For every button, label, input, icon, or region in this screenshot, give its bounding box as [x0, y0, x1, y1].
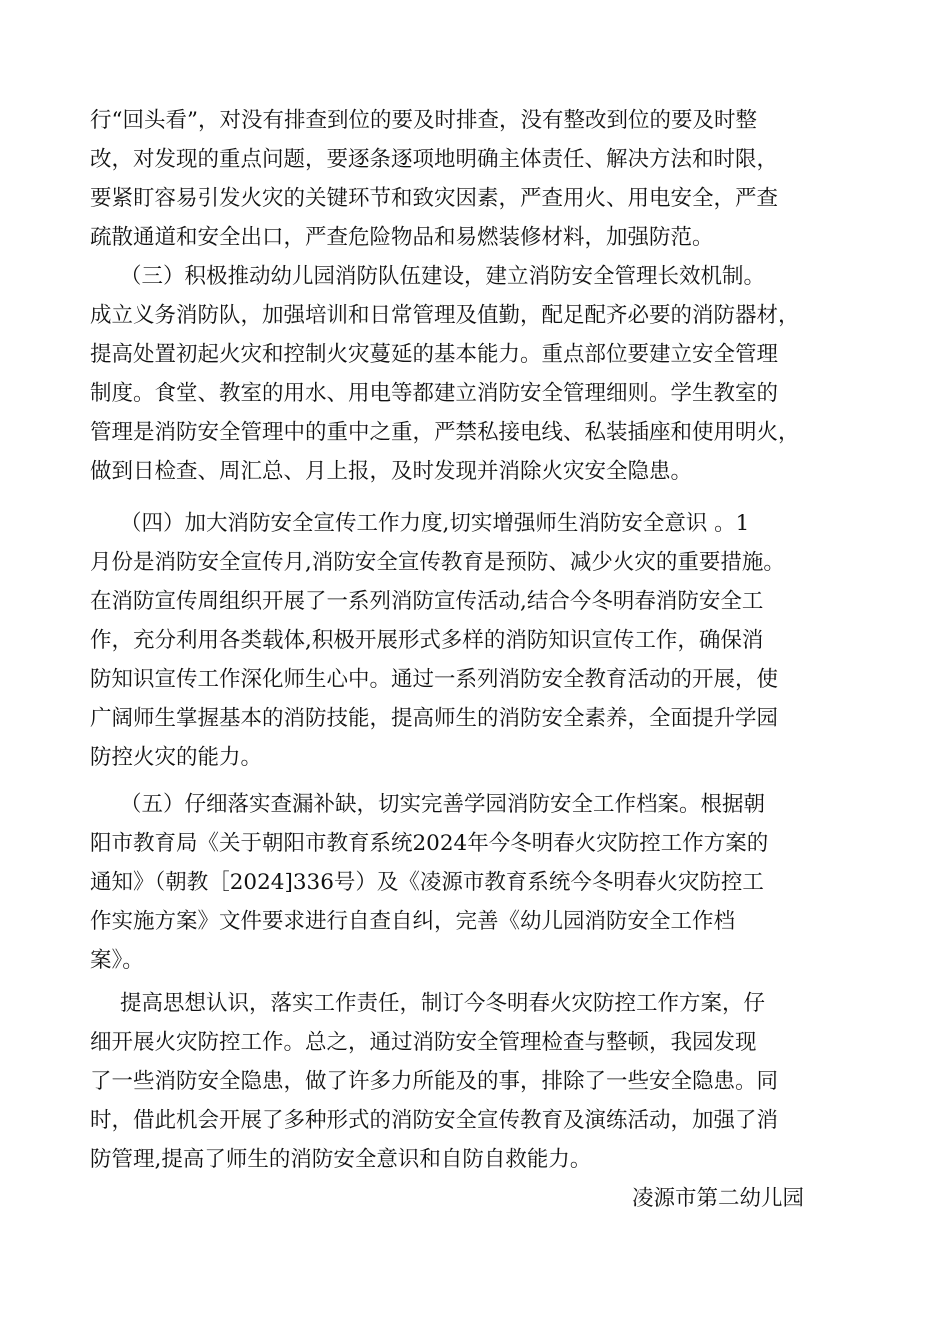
text-line: 通知》（朝教［2024]336号）及《凌源市教育系统今冬明春火灾防控工 — [90, 870, 764, 895]
text-line: 阳市教育局《关于朝阳市教育系统2024年今冬明春火灾防控工作方案的 — [90, 831, 769, 856]
text-line: 制度。食堂、教室的用水、用电等都建立消防安全管理细则。学生教室的 — [90, 381, 779, 406]
text-line: 防管理,提高了师生的消防安全意识和自防自救能力。 — [90, 1147, 592, 1172]
text-line: 时，借此机会开展了多种形式的消防安全宣传教育及演练活动，加强了消 — [90, 1108, 779, 1133]
text-line: 做到日检查、周汇总、月上报，及时发现并消除火灾安全隐患。 — [90, 459, 693, 484]
paragraph-start: 提高思想认识，落实工作责任，制订今冬明春火灾防控工作方案，仔 — [120, 991, 766, 1016]
text-line: 月份是消防安全宣传月,消防安全宣传教育是预防、减少火灾的重要措施。 — [90, 550, 785, 575]
text-line: 作，充分利用各类载体,积极开展形式多样的消防知识宣传工作，确保消 — [90, 628, 764, 653]
text-line: 管理是消防安全管理中的重中之重，严禁私接电线、私装插座和使用明火， — [90, 420, 800, 445]
text-line: 在消防宣传周组织开展了一系列消防宣传活动,结合今冬明春消防安全工 — [90, 589, 764, 614]
text-line: 案》。 — [90, 948, 144, 973]
text-line: 防控火灾的能力。 — [90, 745, 263, 770]
text-line: 细开展火灾防控工作。总之，通过消防安全管理检查与整顿，我园发现 — [90, 1030, 757, 1055]
section-heading: （五）仔细落实查漏补缺，切实完善学园消防安全工作档案。根据朝 — [120, 792, 766, 817]
text-line: 行“回头看”，对没有排查到位的要及时排查，没有整改到位的要及时整 — [90, 108, 757, 133]
text-line: 成立义务消防队，加强培训和日常管理及值勤，配足配齐必要的消防器材， — [90, 303, 800, 328]
text-line: 改，对发现的重点问题，要逐条逐项地明确主体责任、解决方法和时限， — [90, 147, 779, 172]
section-heading: （四）加大消防安全宣传工作力度,切实增强师生消防安全意识 。1 — [120, 511, 750, 536]
signature: 凌源市第二幼儿园 — [632, 1186, 805, 1211]
text-line: 疏散通道和安全出口，严查危险物品和易燃装修材料，加强防范。 — [90, 225, 714, 250]
text-line: 要紧盯容易引发火灾的关键环节和致灾因素，严查用火、用电安全，严查 — [90, 186, 779, 211]
text-line: 广阔师生掌握基本的消防技能，提高师生的消防安全素养，全面提升学园 — [90, 706, 779, 731]
section-heading: （三）积极推动幼儿园消防队伍建设，建立消防安全管理长效机制。 — [120, 264, 766, 289]
text-line: 作实施方案》文件要求进行自查自纠，完善《幼儿园消防安全工作档 — [90, 909, 736, 934]
text-line: 了一些消防安全隐患，做了许多力所能及的事，排除了一些安全隐患。同 — [90, 1069, 779, 1094]
text-line: 提高处置初起火灾和控制火灾蔓延的基本能力。重点部位要建立安全管理 — [90, 342, 779, 367]
text-line: 防知识宣传工作深化师生心中。通过一系列消防安全教育活动的开展，使 — [90, 667, 779, 692]
